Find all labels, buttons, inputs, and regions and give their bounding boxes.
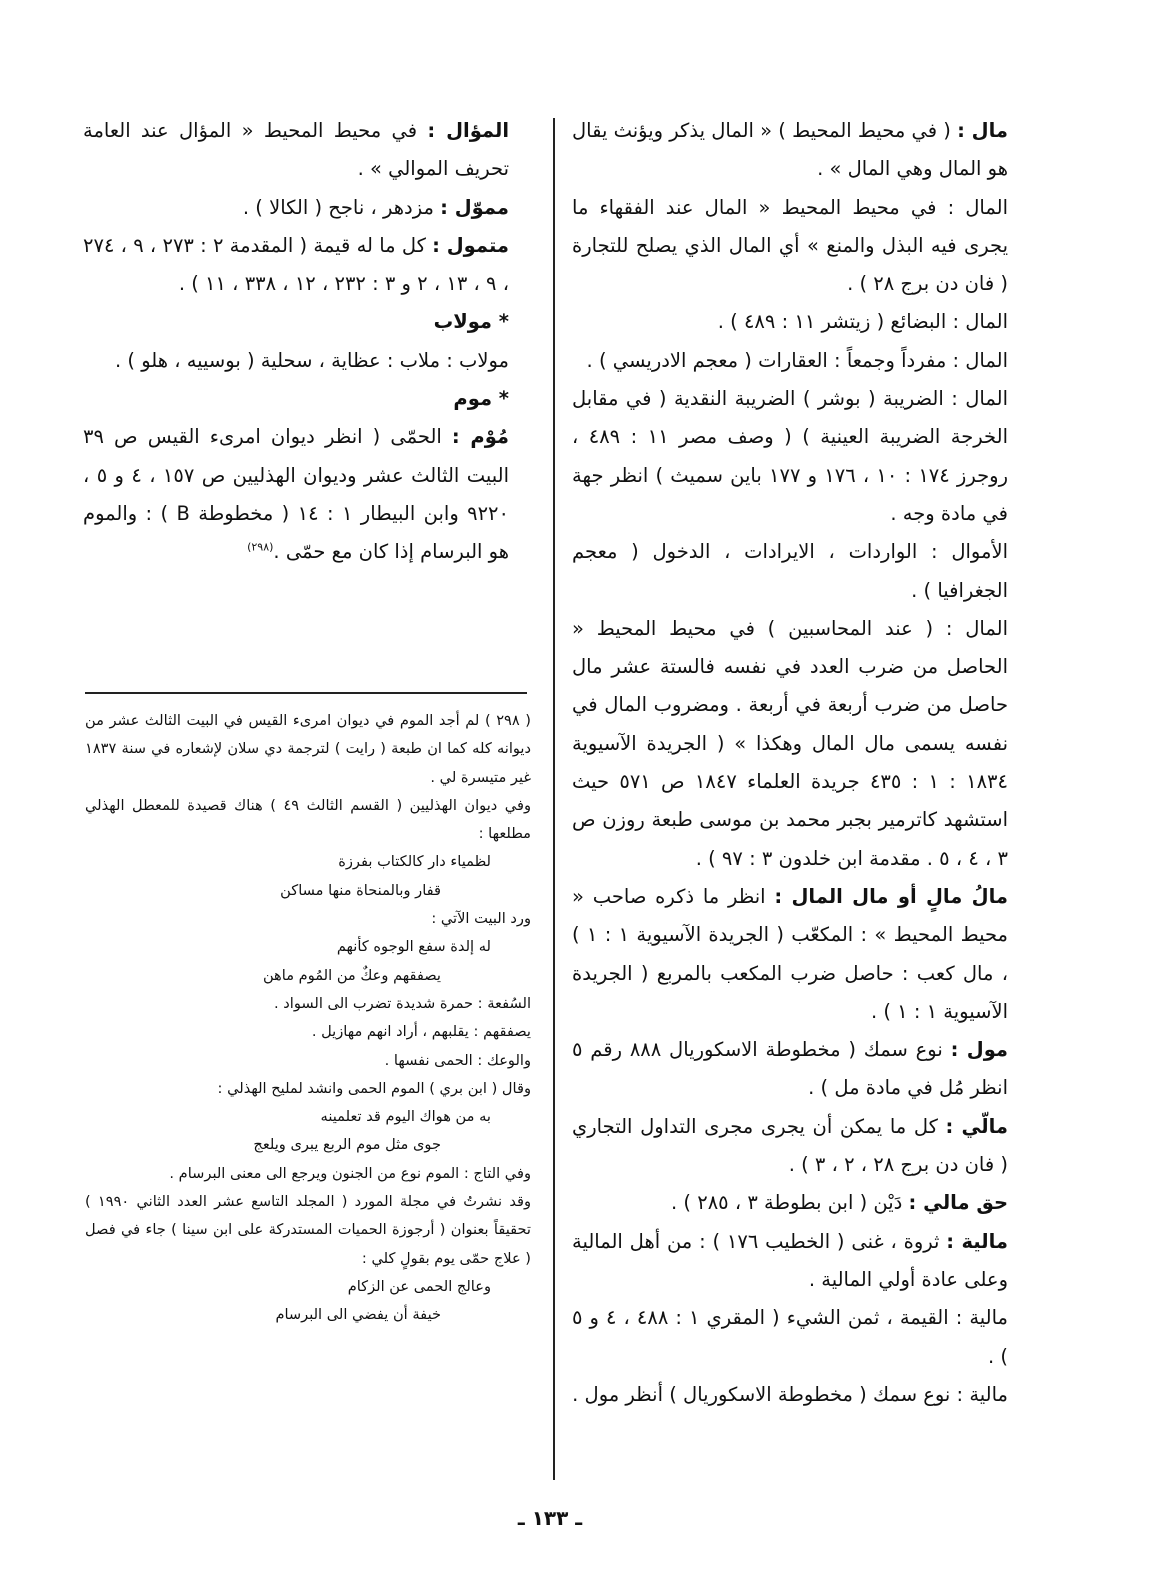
footnote-line: ورد البيت الآتي : xyxy=(431,910,531,928)
footnote-line: السُفعة : حمرة شديدة تضرب الى السواد . xyxy=(274,994,531,1012)
poem-verse: خيفة أن يفضي الى البرسام xyxy=(275,1306,441,1324)
entry-term: مالية : xyxy=(946,1229,1008,1253)
entry-term: مول : xyxy=(950,1038,1009,1062)
poem-verse: جوى مثل موم الربع يبرى ويلعج xyxy=(253,1136,441,1154)
dictionary-entry xyxy=(83,189,509,227)
entry-term: متمول : xyxy=(432,233,510,257)
dictionary-entry xyxy=(572,1376,1008,1414)
entry-definition: المال : البضائع ( زيتشر ١١ : ٤٨٩ ) . xyxy=(717,310,1008,334)
entry-definition: مزدهر ، ناجح ( الكالا ) . xyxy=(242,195,441,219)
left-column xyxy=(83,112,509,572)
footnote-line: يصفقهم : يقلبهم ، أراد انهم مهازيل . xyxy=(311,1023,531,1041)
entry-definition: كل ما له قيمة ( المقدمة ٢ : ٢٧٣ ، ٩ ، ٢٧٤ ، ٩ ، ١٣ ، ٢ و ٣ : ٢٣٢ ، ١٢ ، ٣٣٨ ، ١١ ) . xyxy=(83,233,509,296)
footnote-reference: (٢٩٨) xyxy=(247,540,274,554)
dictionary-entry xyxy=(572,1031,1008,1108)
dictionary-entry xyxy=(83,227,509,304)
entry-definition: الحمّى ( انظر ديوان امرىء القيس ص ٣٩ البيت الثالث عشر وديوان الهذليين ص ١٥٧ ، ٤ و ٥ ، ٩٢٢٠ وابن البيطار ١ : ١٤ ( مخطوطة B ) : والموم هو البرسام إذا كان مع حمّى . xyxy=(83,425,510,564)
dictionary-entry xyxy=(572,1299,1008,1376)
dictionary-entry xyxy=(83,112,509,189)
right-column xyxy=(572,112,1008,1414)
dictionary-entry xyxy=(572,189,1008,304)
entry-term: مموّل : xyxy=(440,195,509,219)
entry-term: حق مالي : xyxy=(908,1191,1008,1215)
dictionary-entry xyxy=(572,610,1008,878)
entry-definition: الأموال : الواردات ، الايرادات ، الدخول ( معجم الجغرافيا ) . xyxy=(572,540,1008,602)
entry-definition: المال : ( عند المحاسبين ) في محيط المحيط « الحاصل من ضرب العدد في نفسه فالستة عشر مال حاصل من ضرب أربعة في أربعة . ومضروب المال في نفسه يسمى مال المال وهكذا » ( الجريدة الآسيوية ١٨٣٤ : ١ : ٤٣٥ جريدة العلماء ١٨٤٧ ص ٥٧١ حيث استشهد كاترمير بجبر محمد بن موسى طبعة روزن ص ٣ ، ٤ ، ٥ . مقدمة ابن خلدون ٣ : ٩٧ ) . xyxy=(572,616,1008,870)
dictionary-entry xyxy=(572,303,1008,341)
dictionary-entry xyxy=(572,380,1008,533)
poem-verse: به من هواك اليوم قد تعلمينه xyxy=(320,1108,491,1126)
entry-definition: ثروة ، غنى ( الخطيب ١٧٦ ) : من أهل المالية وعلى عادة أولي المالية . xyxy=(572,1229,1008,1291)
footnote-line: ( ٢٩٨ ) لم أجد الموم في ديوان امرىء القيس في البيت الثالث عشر من ديوانه كله كما ان طبعة ( رايت ) لترجمة دي سلان لإشعاره في سنة ١٨٣٧ غير متيسرة لي . xyxy=(85,712,531,786)
dictionary-entry xyxy=(572,1184,1008,1222)
entry-term: مُوْم : xyxy=(451,425,509,449)
dictionary-entry xyxy=(83,342,509,380)
dictionary-entry xyxy=(572,342,1008,380)
dictionary-entry xyxy=(572,112,1008,189)
poem-verse: قفار وبالمنحاة منها مساكن xyxy=(280,881,441,899)
entry-definition: المال : في محيط المحيط « المال عند الفقهاء ما يجرى فيه البذل والمنع » أي المال الذي يصلح للتجارة ( فان دن برج ٢٨ ) . xyxy=(572,195,1008,296)
footnote-line: وقال ( ابن بري ) الموم الحمى وانشد لمليح الهذلي : xyxy=(217,1079,531,1097)
page-number: ـ ١٣٣ ـ xyxy=(517,1506,583,1530)
entry-term: المؤال : xyxy=(427,119,509,142)
footnote-line: وفي ديوان الهذليين ( القسم الثالث ٤٩ ) هناك قصيدة للمعطل الهذلي مطلعها : xyxy=(85,796,531,843)
poem-verse: وعالج الحمى عن الزكام xyxy=(347,1277,491,1295)
dictionary-entry xyxy=(572,1223,1008,1300)
entry-definition: نوع سمك ( مخطوطة الاسكوريال ٨٨٨ رقم ٥ انظر مُل في مادة مل ) . xyxy=(572,1038,1008,1100)
entry-definition: دَيْن ( ابن بطوطة ٣ ، ٢٨٥ ) . xyxy=(671,1191,909,1215)
entry-definition: ( في محيط المحيط ) « المال يذكر ويؤنث يقال هو المال وهي المال » . xyxy=(572,119,1008,181)
poem-verse: لظمياء دار كالكتاب بفرزة xyxy=(338,853,491,871)
entry-definition: مالية : نوع سمك ( مخطوطة الاسكوريال ) أنظر مول . xyxy=(572,1382,1008,1406)
entry-definition: مولاب : ملاب : عظاية ، سحلية ( بوسييه ، هلو ) . xyxy=(114,348,509,372)
footnote-line: والوعك : الحمى نفسها . xyxy=(384,1051,531,1069)
root-heading: * موم xyxy=(453,387,509,411)
footnote-divider xyxy=(85,692,527,694)
entry-term: مال : xyxy=(957,119,1008,142)
column-divider xyxy=(553,118,555,1480)
entry-definition: انظر ما ذكره صاحب « محيط المحيط » : المكعّب ( الجريدة الآسيوية ١ : ١ ) ، مال كعب : حاصل ضرب المكعب بالمربع ( الجريدة الآسيوية ١ : ١ ) . xyxy=(572,884,1008,1023)
root-heading: * مولاب xyxy=(433,310,509,334)
entry-term: مالُ مالٍ أو مال المال : xyxy=(774,884,1008,908)
entry-term: مالّي : xyxy=(945,1114,1008,1138)
entry-definition: مالية : القيمة ، ثمن الشيء ( المقري ١ : ٤٨٨ ، ٤ و ٥ ) . xyxy=(572,1306,1008,1368)
dictionary-entry xyxy=(572,533,1008,610)
poem-verse: له إلدة سفع الوجوه كأنهم xyxy=(336,938,491,956)
dictionary-entry xyxy=(572,1108,1008,1185)
entry-definition: المال : الضريبة ( بوشر ) الضريبة النقدية ( في مقابل الخرجة الضريبة العينية ) ( وصف مصر ١١ : ٤٨٩ ، روجرز ١٧٤ : ١٠ ، ١٧٦ و ١٧٧ باين سميث ) انظر جهة في مادة وجه . xyxy=(572,387,1008,525)
poem-verse: يصفقهم وعكٌ من المُوم ماهن xyxy=(262,966,441,984)
entry-definition: كل ما يمكن أن يجرى مجرى التداول التجاري ( فان دن برج ٢٨ ، ٢ ، ٣ ) . xyxy=(572,1114,1008,1177)
entry-definition: المال : مفرداً وجمعاً : العقارات ( معجم الادريسي ) . xyxy=(586,348,1008,372)
footnote-line: وقد نشرتُ في مجلة المورد ( المجلد التاسع عشر العدد الثاني ١٩٩٠ ) تحقيقاً بعنوان ( أرجوزة الحميات المستدركة على ابن سينا ) جاء في فصل ( علاج حمّى يوم بقولٍ كلي : xyxy=(85,1193,531,1267)
entry-definition: في محيط المحيط « المؤال عند العامة تحريف الموالي » . xyxy=(83,119,509,181)
footnote-line: وفي التاج : الموم نوع من الجنون ويرجع الى معنى البرسام . xyxy=(169,1164,531,1182)
footnote-block xyxy=(85,707,531,1330)
dictionary-entry xyxy=(572,878,1008,1031)
dictionary-entry xyxy=(83,418,509,571)
